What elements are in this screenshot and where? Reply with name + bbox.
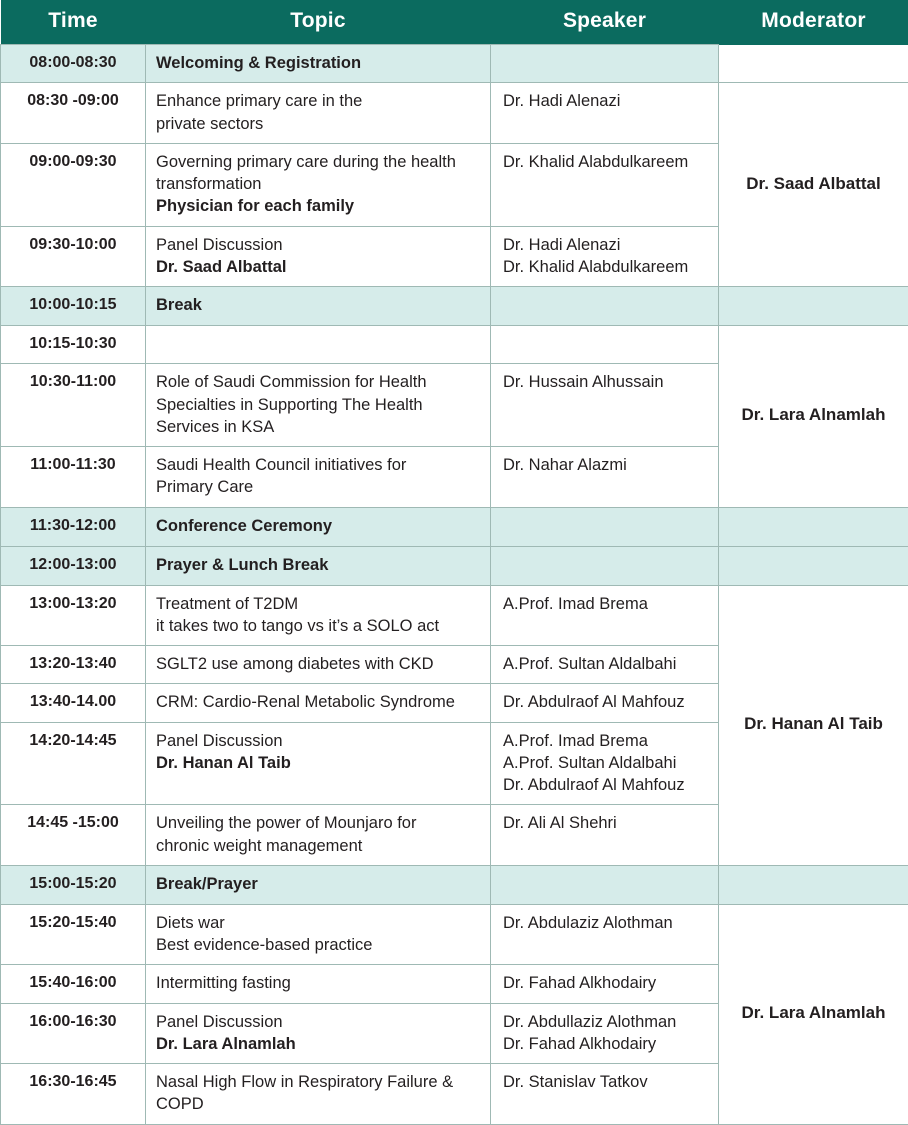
table-header bbox=[1, 0, 908, 45]
cell-topic bbox=[146, 1064, 491, 1125]
cell-speaker bbox=[491, 143, 719, 226]
topic-line: private sectors bbox=[156, 113, 480, 135]
cell-time: 09:30-10:00 bbox=[1, 226, 146, 287]
cell-time: 12:00-13:00 bbox=[1, 546, 146, 585]
cell-time: 13:20-13:40 bbox=[1, 646, 146, 684]
cell-speaker bbox=[491, 45, 719, 83]
cell-time: 13:40-14.00 bbox=[1, 684, 146, 722]
cell-topic bbox=[146, 226, 491, 287]
cell-speaker bbox=[491, 904, 719, 965]
cell-topic bbox=[146, 1003, 491, 1064]
cell-speaker bbox=[491, 83, 719, 144]
cell-moderator: Dr. Lara Alnamlah bbox=[719, 326, 908, 508]
speaker-line: Dr. Abdullaziz Alothman bbox=[503, 1011, 708, 1033]
speaker-line: Dr. Khalid Alabdulkareem bbox=[503, 151, 708, 173]
cell-speaker bbox=[491, 226, 719, 287]
column-header-moderator: Moderator bbox=[719, 0, 908, 45]
topic-line: Primary Care bbox=[156, 476, 480, 498]
cell-time: 16:30-16:45 bbox=[1, 1064, 146, 1125]
cell-topic: Break bbox=[146, 287, 491, 326]
topic-line: COPD bbox=[156, 1093, 480, 1115]
cell-moderator bbox=[719, 546, 908, 585]
speaker-line: Dr. Nahar Alazmi bbox=[503, 454, 708, 476]
cell-speaker bbox=[491, 546, 719, 585]
column-header-speaker: Speaker bbox=[491, 0, 719, 45]
speaker-line: A.Prof. Sultan Aldalbahi bbox=[503, 752, 708, 774]
topic-line: SGLT2 use among diabetes with CKD bbox=[156, 653, 480, 675]
cell-moderator bbox=[719, 287, 908, 326]
topic-line: Specialties in Supporting The Health bbox=[156, 394, 480, 416]
table-row bbox=[1, 507, 908, 546]
cell-moderator bbox=[719, 865, 908, 904]
table-row bbox=[1, 585, 908, 646]
cell-topic: Prayer & Lunch Break bbox=[146, 546, 491, 585]
cell-time: 10:30-11:00 bbox=[1, 364, 146, 447]
cell-topic bbox=[146, 143, 491, 226]
table-row bbox=[1, 287, 908, 326]
speaker-line: Dr. Hadi Alenazi bbox=[503, 234, 708, 256]
cell-time: 13:00-13:20 bbox=[1, 585, 146, 646]
cell-speaker bbox=[491, 364, 719, 447]
table-body bbox=[1, 45, 908, 1125]
cell-topic: Break/Prayer bbox=[146, 865, 491, 904]
cell-topic bbox=[146, 805, 491, 866]
cell-time: 09:00-09:30 bbox=[1, 143, 146, 226]
topic-line: Role of Saudi Commission for Health bbox=[156, 371, 480, 393]
cell-speaker bbox=[491, 507, 719, 546]
cell-speaker bbox=[491, 965, 719, 1003]
topic-line-emphasis: Dr. Hanan Al Taib bbox=[156, 752, 480, 774]
cell-time: 08:30 -09:00 bbox=[1, 83, 146, 144]
cell-topic bbox=[146, 83, 491, 144]
cell-time: 10:00-10:15 bbox=[1, 287, 146, 326]
cell-time: 11:00-11:30 bbox=[1, 447, 146, 508]
table-row bbox=[1, 865, 908, 904]
topic-line: Intermitting fasting bbox=[156, 972, 480, 994]
cell-speaker bbox=[491, 646, 719, 684]
topic-line: chronic weight management bbox=[156, 835, 480, 857]
topic-line: Unveiling the power of Mounjaro for bbox=[156, 812, 480, 834]
topic-line: it takes two to tango vs it’s a SOLO act bbox=[156, 615, 480, 637]
topic-line: Services in KSA bbox=[156, 416, 480, 438]
cell-speaker bbox=[491, 865, 719, 904]
table-row bbox=[1, 904, 908, 965]
cell-time: 14:20-14:45 bbox=[1, 722, 146, 805]
cell-topic bbox=[146, 585, 491, 646]
speaker-line: Dr. Hussain Alhussain bbox=[503, 371, 708, 393]
cell-time: 16:00-16:30 bbox=[1, 1003, 146, 1064]
topic-line: Diets war bbox=[156, 912, 480, 934]
cell-topic bbox=[146, 904, 491, 965]
topic-line: Best evidence-based practice bbox=[156, 934, 480, 956]
table-row bbox=[1, 45, 908, 83]
cell-moderator: Dr. Hanan Al Taib bbox=[719, 585, 908, 865]
topic-line: Nasal High Flow in Respiratory Failure & bbox=[156, 1071, 480, 1093]
topic-line: Treatment of T2DM bbox=[156, 593, 480, 615]
speaker-line: A.Prof. Sultan Aldalbahi bbox=[503, 653, 708, 675]
topic-line: Saudi Health Council initiatives for bbox=[156, 454, 480, 476]
cell-time: 10:15-10:30 bbox=[1, 326, 146, 364]
topic-line-emphasis: Physician for each family bbox=[156, 195, 480, 217]
cell-speaker bbox=[491, 722, 719, 805]
cell-topic bbox=[146, 684, 491, 722]
table-row bbox=[1, 546, 908, 585]
speaker-line: A.Prof. Imad Brema bbox=[503, 593, 708, 615]
table-row bbox=[1, 83, 908, 144]
cell-time: 08:00-08:30 bbox=[1, 45, 146, 83]
cell-speaker bbox=[491, 585, 719, 646]
cell-speaker bbox=[491, 287, 719, 326]
topic-line: CRM: Cardio-Renal Metabolic Syndrome bbox=[156, 691, 480, 713]
cell-speaker bbox=[491, 805, 719, 866]
speaker-line: Dr. Stanislav Tatkov bbox=[503, 1071, 708, 1093]
cell-topic: Welcoming & Registration bbox=[146, 45, 491, 83]
cell-moderator bbox=[719, 507, 908, 546]
header-row bbox=[1, 0, 908, 45]
speaker-line: Dr. Abdulraof Al Mahfouz bbox=[503, 774, 708, 796]
cell-time: 15:00-15:20 bbox=[1, 865, 146, 904]
speaker-line: Dr. Fahad Alkhodairy bbox=[503, 972, 708, 994]
cell-topic bbox=[146, 447, 491, 508]
column-header-time: Time bbox=[1, 0, 146, 45]
cell-topic bbox=[146, 965, 491, 1003]
table-row bbox=[1, 326, 908, 364]
cell-time: 15:20-15:40 bbox=[1, 904, 146, 965]
topic-line: Panel Discussion bbox=[156, 730, 480, 752]
topic-line-emphasis: Dr. Lara Alnamlah bbox=[156, 1033, 480, 1055]
cell-speaker bbox=[491, 447, 719, 508]
speaker-line: Dr. Abdulaziz Alothman bbox=[503, 912, 708, 934]
topic-line-emphasis: Dr. Saad Albattal bbox=[156, 256, 480, 278]
topic-line: Panel Discussion bbox=[156, 1011, 480, 1033]
cell-topic bbox=[146, 364, 491, 447]
cell-topic bbox=[146, 722, 491, 805]
cell-moderator: Dr. Lara Alnamlah bbox=[719, 904, 908, 1124]
cell-time: 11:30-12:00 bbox=[1, 507, 146, 546]
cell-speaker bbox=[491, 684, 719, 722]
topic-line: Panel Discussion bbox=[156, 234, 480, 256]
cell-speaker bbox=[491, 326, 719, 364]
cell-moderator: Dr. Saad Albattal bbox=[719, 83, 908, 287]
cell-topic bbox=[146, 646, 491, 684]
cell-topic bbox=[146, 326, 491, 364]
cell-speaker bbox=[491, 1003, 719, 1064]
cell-time: 15:40-16:00 bbox=[1, 965, 146, 1003]
cell-time: 14:45 -15:00 bbox=[1, 805, 146, 866]
cell-topic: Conference Ceremony bbox=[146, 507, 491, 546]
speaker-line: Dr. Khalid Alabdulkareem bbox=[503, 256, 708, 278]
cell-speaker bbox=[491, 1064, 719, 1125]
topic-line: transformation bbox=[156, 173, 480, 195]
speaker-line: Dr. Fahad Alkhodairy bbox=[503, 1033, 708, 1055]
speaker-line: Dr. Ali Al Shehri bbox=[503, 812, 708, 834]
speaker-line: Dr. Abdulraof Al Mahfouz bbox=[503, 691, 708, 713]
column-header-topic: Topic bbox=[146, 0, 491, 45]
topic-line: Governing primary care during the health bbox=[156, 151, 480, 173]
topic-line: Enhance primary care in the bbox=[156, 90, 480, 112]
speaker-line: A.Prof. Imad Brema bbox=[503, 730, 708, 752]
speaker-line: Dr. Hadi Alenazi bbox=[503, 90, 708, 112]
